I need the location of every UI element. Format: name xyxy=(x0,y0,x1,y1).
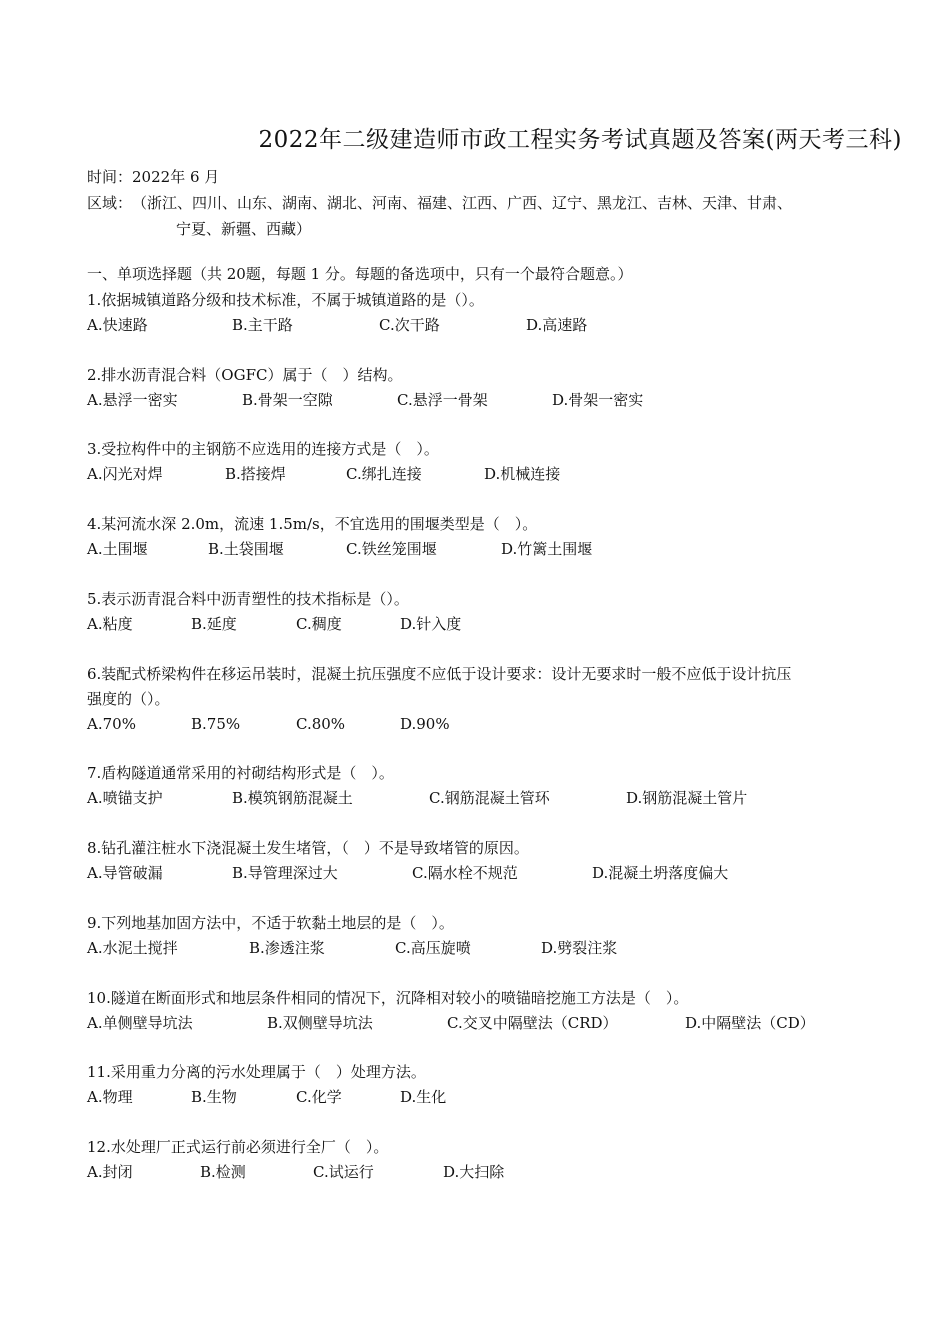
option-a: A.闪光对焊 xyxy=(87,465,163,483)
question-9 xyxy=(87,911,877,961)
option-d: D.大扫除 xyxy=(443,1163,505,1181)
option-a: A.导管破漏 xyxy=(87,864,163,882)
question-12 xyxy=(87,1135,877,1185)
time-value: 2022年 6 月 xyxy=(132,168,220,186)
question-stem: 3.受拉构件中的主钢筋不应选用的连接方式是（ ）。 xyxy=(87,440,439,458)
question-options xyxy=(87,612,877,637)
option-c: C.化学 xyxy=(296,1088,342,1106)
time-line xyxy=(87,164,872,190)
option-c: C.交叉中隔壁法（CRD） xyxy=(447,1014,618,1032)
option-a: A.70% xyxy=(87,715,136,733)
time-label: 时间： xyxy=(87,168,133,186)
option-b: B.双侧壁导坑法 xyxy=(267,1014,373,1032)
question-1 xyxy=(87,288,877,338)
question-3 xyxy=(87,437,877,487)
option-c: C.试运行 xyxy=(313,1163,374,1181)
option-d: D.劈裂注浆 xyxy=(541,939,618,957)
option-a: A.水泥土搅拌 xyxy=(87,939,178,957)
option-b: B.导管理深过大 xyxy=(232,864,338,882)
region-value-line2: 宁夏、新疆、西藏） xyxy=(176,220,312,238)
option-a: A.封闭 xyxy=(87,1163,133,1181)
option-c: C.次干路 xyxy=(379,316,440,334)
option-a: A.悬浮一密实 xyxy=(87,391,178,409)
question-stem: 7.盾构隧道通常采用的衬砌结构形式是（ ）。 xyxy=(87,764,394,782)
option-a: A.喷锚支护 xyxy=(87,789,163,807)
option-d: D.针入度 xyxy=(400,615,462,633)
option-b: B.土袋围堰 xyxy=(208,540,284,558)
question-10 xyxy=(87,986,877,1036)
question-stem: 5.表示沥青混合料中沥青塑性的技术指标是（）。 xyxy=(87,590,409,608)
option-c: C.铁丝笼围堰 xyxy=(346,540,437,558)
question-stem: 4.某河流水深 2.0m，流速 1.5m/s，不宜选用的围堰类型是（ ）。 xyxy=(87,515,538,533)
question-11 xyxy=(87,1060,877,1110)
question-options xyxy=(87,1085,877,1110)
option-d: D.竹篱土围堰 xyxy=(501,540,593,558)
question-options xyxy=(87,388,877,413)
option-b: B.检测 xyxy=(200,1163,246,1181)
question-stem: 8.钻孔灌注桩水下浇混凝土发生堵管，（ ）不是导致堵管的原因。 xyxy=(87,839,529,857)
document-title: 2022年二级建造师市政工程实务考试真题及答案(两天考三科) xyxy=(258,127,902,153)
question-stem: 6.装配式桥梁构件在移运吊装时，混凝土抗压强度不应低于设计要求：设计无要求时一般不应低于设计抗压 xyxy=(87,665,792,683)
option-a: A.单侧壁导坑法 xyxy=(87,1014,193,1032)
option-d: D.骨架一密实 xyxy=(552,391,644,409)
question-stem-continued: 强度的（）。 xyxy=(87,690,170,708)
option-d: D.混凝土坍落度偏大 xyxy=(592,864,729,882)
option-a: A.粘度 xyxy=(87,615,133,633)
question-2 xyxy=(87,363,877,413)
question-options xyxy=(87,1160,877,1185)
region-value-line1: （浙江、四川、山东、湖南、湖北、河南、福建、江西、广西、辽宁、黑龙江、吉林、天津、甘肃、 xyxy=(132,194,793,212)
question-stem: 10.隧道在断面形式和地层条件相同的情况下，沉降相对较小的喷锚暗挖施工方法是（ ）。 xyxy=(87,989,689,1007)
region-value xyxy=(132,190,872,242)
exam-meta xyxy=(87,164,872,242)
question-options xyxy=(87,537,877,562)
question-stem: 2.排水沥青混合料（OGFC）属于（ ）结构。 xyxy=(87,366,403,384)
question-stem: 9.下列地基加固方法中，不适于软黏土地层的是（ ）。 xyxy=(87,914,454,932)
question-4 xyxy=(87,512,877,562)
option-d: D.90% xyxy=(400,715,450,733)
question-options xyxy=(87,1011,877,1036)
question-6 xyxy=(87,662,877,737)
option-c: C.隔水栓不规范 xyxy=(412,864,518,882)
option-c: C.高压旋喷 xyxy=(395,939,471,957)
region-line xyxy=(87,190,872,242)
option-c: C.80% xyxy=(296,715,346,733)
option-d: D.钢筋混凝土管片 xyxy=(626,789,748,807)
option-c: C.绑扎连接 xyxy=(346,465,422,483)
option-b: B.生物 xyxy=(191,1088,237,1106)
section-heading: 一、单项选择题（共 20题，每题 1 分。每题的备选项中，只有一个最符合题意。） xyxy=(87,265,633,283)
option-c: C.稠度 xyxy=(296,615,342,633)
option-b: B.骨架一空隙 xyxy=(242,391,333,409)
option-a: A.物理 xyxy=(87,1088,133,1106)
question-stem: 11.采用重力分离的污水处理属于（ ）处理方法。 xyxy=(87,1063,426,1081)
option-c: C.钢筋混凝土管环 xyxy=(429,789,550,807)
question-options xyxy=(87,313,877,338)
question-options xyxy=(87,936,877,961)
option-b: B.75% xyxy=(191,715,241,733)
question-7 xyxy=(87,761,877,811)
option-d: D.生化 xyxy=(400,1088,447,1106)
option-b: B.搭接焊 xyxy=(225,465,286,483)
option-a: A.快速路 xyxy=(87,316,148,334)
option-d: D.中隔壁法（CD） xyxy=(685,1014,815,1032)
question-stem: 12.水处理厂正式运行前必须进行全厂（ ）。 xyxy=(87,1138,389,1156)
option-b: B.主干路 xyxy=(232,316,293,334)
question-5 xyxy=(87,587,877,637)
question-stem: 1.依据城镇道路分级和技术标准，不属于城镇道路的是（）。 xyxy=(87,291,484,309)
option-c: C.悬浮一骨架 xyxy=(397,391,488,409)
region-label: 区域： xyxy=(87,194,133,212)
question-options xyxy=(87,861,877,886)
option-b: B.模筑钢筋混凝土 xyxy=(232,789,353,807)
option-b: B.延度 xyxy=(191,615,237,633)
question-8 xyxy=(87,836,877,886)
option-a: A.土围堰 xyxy=(87,540,148,558)
option-d: D.机械连接 xyxy=(484,465,561,483)
question-options xyxy=(87,462,877,487)
option-d: D.高速路 xyxy=(526,316,588,334)
question-options xyxy=(87,712,877,737)
question-options xyxy=(87,786,877,811)
option-b: B.渗透注浆 xyxy=(249,939,325,957)
